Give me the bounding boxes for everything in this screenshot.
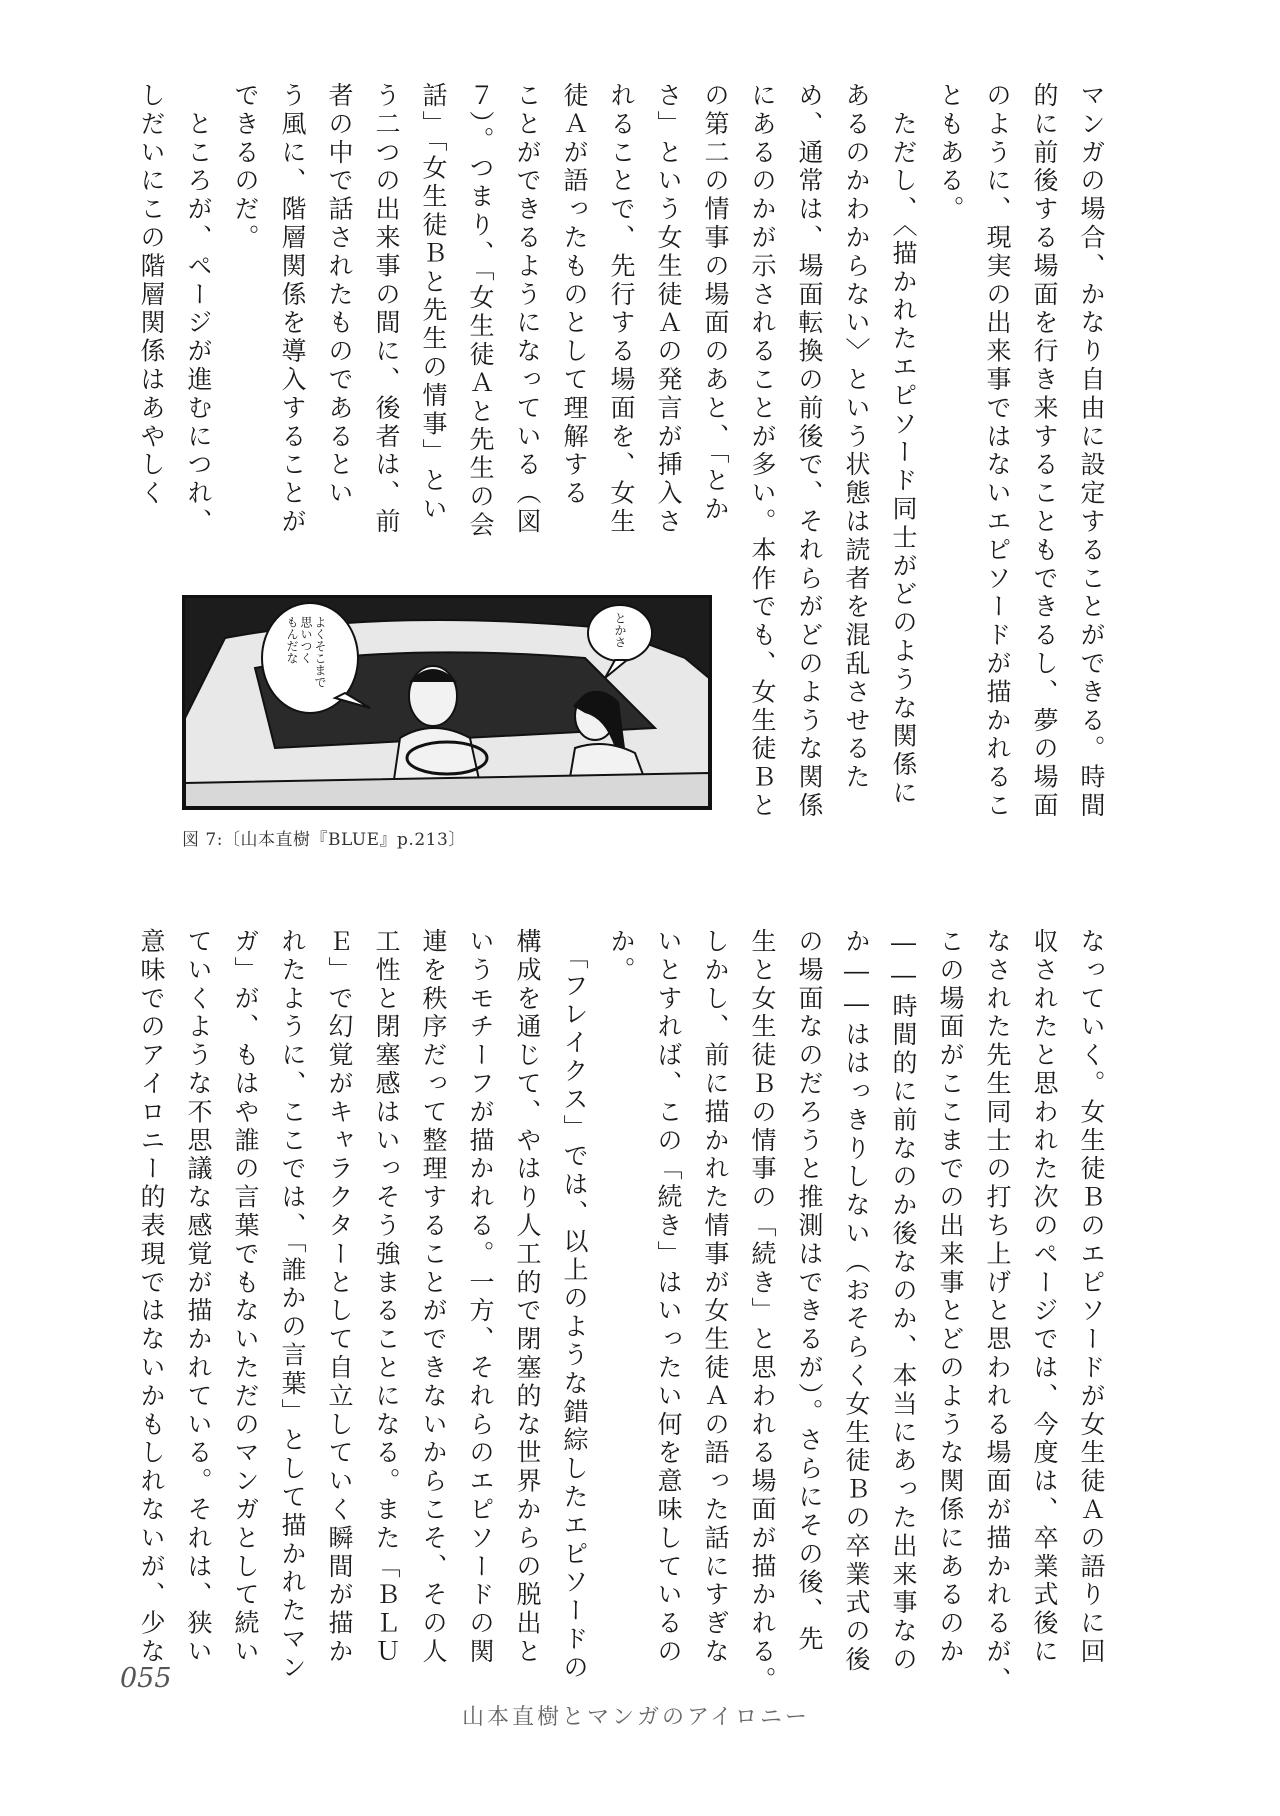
page-number: 055 bbox=[120, 1663, 172, 1694]
manga-panel-illustration bbox=[185, 598, 709, 807]
running-title: 山本直樹とマンガのアイロニー bbox=[462, 1705, 811, 1730]
body-text-upper-column: マンガの場合、かなり自由に設定することができる。時間 的に前後する場面を行き来することもできるし、夢の場面 のように、現実の出来事ではないエピソードが描かれるこ ともある。 ただし、〈描かれたエピソード同士がどのような関係に あるのかわからない〉という状態は読者を混乱させるた め、通常は、場面転換の前後で、それらがどのような関係 にあるのかが示されることが多い。本作でも、女生徒Ｂと の第二の情事の場面のあと、「とか さ」という女生徒Ａの発言が挿入さ れることで、先行する場面を、女生 徒Ａが語ったものとして理解する ことができるようになっている（図 ７）。つまり、「女生徒Ａと先生の会 話」「女生徒Ｂと先生の情事」とい う二つの出来事の間に、後者は、前 者の中で話されたものであるとい う風に、階層関係を導入することが できるのだ。 ところが、ページが進むにつれ、 しだいにこの階層関係はあやしく bbox=[137, 82, 1106, 821]
speech-bubble-right-text: とかさ bbox=[613, 612, 627, 648]
manga-panel-figure bbox=[182, 595, 712, 810]
figure-caption: 図 7:〔山本直樹『BLUE』p.213〕 bbox=[182, 830, 466, 850]
speech-bubble-left-text: よくそこまで 思いつく もんだな bbox=[285, 616, 327, 688]
body-text-lower-column: なっていく。女生徒Ｂのエピソードが女生徒Ａの語りに回 収されたと思われた次のページでは、今度は、卒業式後に なされた先生同士の打ち上げと思われる場面が描かれるが、 この場面がここまでの出来事とどのような関係にあるのか ――時間的に前なのか後なのか、本当にあった出来事なの か――ははっきりしない（おそらく女生徒Ｂの卒業式の後 の場面なのだろうと推測はできるが）。さらにその後、先 生と女生徒Ｂの情事の「続き」と思われる場面が描かれる。 しかし、前に描かれた情事が女生徒Ａの語った話にすぎな いとすれば、この「続き」はいったい何を意味しているの か。 「フレイクス」では、以上のような錯綜したエピソードの 構成を通じて、やはり人工的で閉塞的な世界からの脱出と いうモチーフが描かれる。一方、それらのエピソードの関 連を秩序だって整理することができないからこそ、その人 工性と閉塞感はいっそう強まることになる。また「ＢＬＵ Ｅ」で幻覚がキャラクターとして自立していく瞬間が描か れたように、ここでは、「誰かの言葉」として描かれたマン ガ」が、もはや誰の言葉でもないただのマンガとして続い ていくような不思議な感覚が描かれている。それは、狭い 意味でのアイロニー的表現ではないかもしれないが、少な bbox=[137, 928, 1106, 1695]
